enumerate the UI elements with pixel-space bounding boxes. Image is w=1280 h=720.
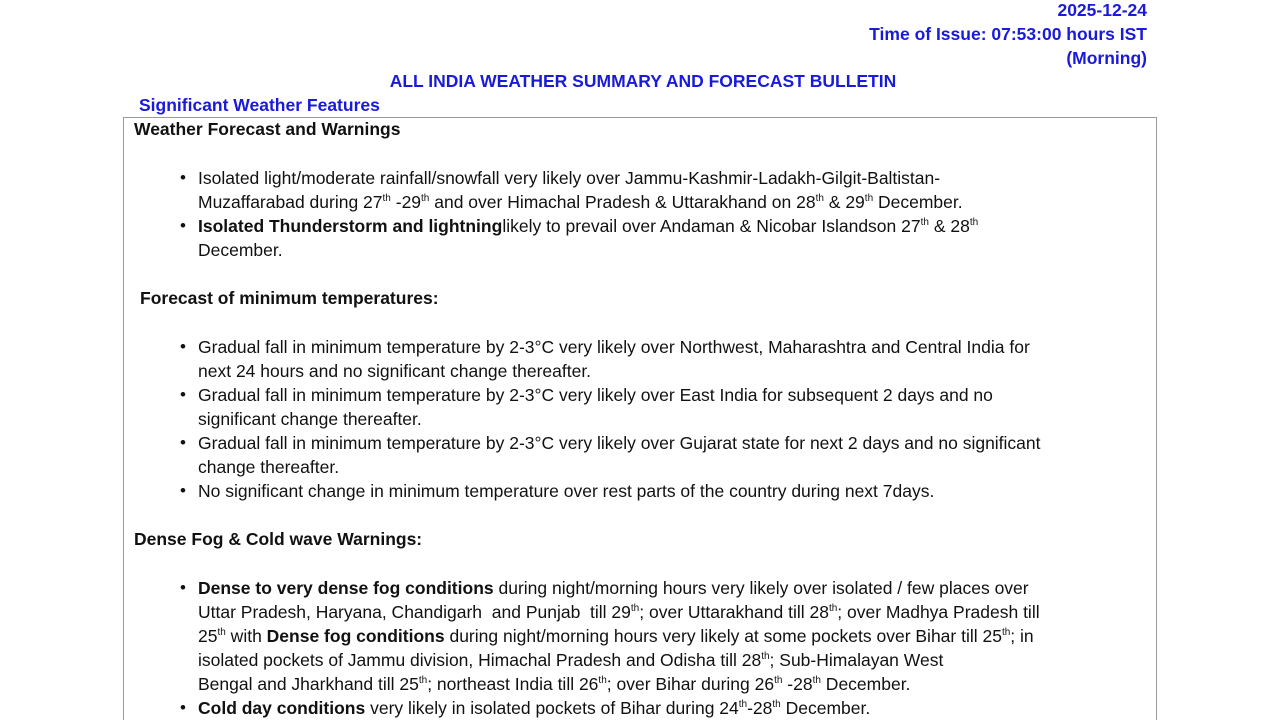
issue-date: 2025-12-24 bbox=[1057, 0, 1147, 20]
bullet-icon: • bbox=[180, 337, 186, 356]
bullet-icon: • bbox=[180, 385, 186, 404]
list-item: • Gradual fall in minimum temperature by 2-3°C very likely over Gujarat state for next 2 days and no significant change thereafter. bbox=[180, 433, 1041, 477]
bullet-icon: • bbox=[180, 433, 186, 452]
min-temp-list bbox=[180, 335, 1143, 503]
significant-features-title: Significant Weather Features bbox=[139, 95, 380, 115]
list-item: • Dense to very dense fog conditions during night/morning hours very likely over isolated / few places over Uttar Pradesh, Haryana, Chandigarh and Punjab till 29th; over Uttarakhand till 28th; over Madhya Pradesh till 25th with Dense fog conditions during night/morning hours very likely at some pockets over Bihar till 25th; in isolated pockets of Jammu division, Himachal Pradesh and Odisha till 28th; Sub-Himalayan West Bengal and Jharkhand till 25th; northeast India till 26th; over Bihar during 26th -28th December. bbox=[180, 578, 1040, 694]
issue-session: (Morning) bbox=[1066, 48, 1147, 68]
fog-section-title: Dense Fog & Cold wave Warnings: bbox=[134, 529, 423, 549]
warnings-list bbox=[180, 166, 1118, 262]
list-item: • No significant change in minimum temperature over rest parts of the country during next 7days. bbox=[180, 481, 935, 501]
list-item: • Isolated light/moderate rainfall/snowfall very likely over Jammu-Kashmir-Ladakh-Gilgit-Baltistan- Muzaffarabad during 27th -29th and over Himachal Pradesh & Uttarakhand on 28th & 29th December. bbox=[180, 168, 963, 212]
bullet-icon: • bbox=[180, 168, 186, 187]
bulletin-title: ALL INDIA WEATHER SUMMARY AND FORECAST BULLETIN bbox=[389, 71, 897, 91]
list-item: • Isolated Thunderstorm and lightninglikely to prevail over Andaman & Nicobar Islandson 27th & 28th December. bbox=[180, 216, 979, 260]
fog-list bbox=[180, 576, 1143, 720]
list-item: • Gradual fall in minimum temperature by 2-3°C very likely over Northwest, Maharashtra and Central India for next 24 hours and no significant change thereafter. bbox=[180, 337, 1030, 381]
min-temp-section-title: Forecast of minimum temperatures: bbox=[140, 288, 439, 308]
bullet-icon: • bbox=[180, 481, 186, 500]
time-of-issue: Time of Issue: 07:53:00 hours IST bbox=[869, 24, 1147, 44]
list-item: • Gradual fall in minimum temperature by 2-3°C very likely over East India for subsequent 2 days and no significant change thereafter. bbox=[180, 385, 993, 429]
issue-header bbox=[869, 0, 1147, 70]
list-item: • Cold day conditions very likely in isolated pockets of Bihar during 24th-28th December. bbox=[180, 698, 871, 718]
bullet-icon: • bbox=[180, 578, 186, 597]
bullet-icon: • bbox=[180, 216, 186, 235]
bullet-icon: • bbox=[180, 698, 186, 717]
warnings-section-title: Weather Forecast and Warnings bbox=[134, 119, 401, 139]
